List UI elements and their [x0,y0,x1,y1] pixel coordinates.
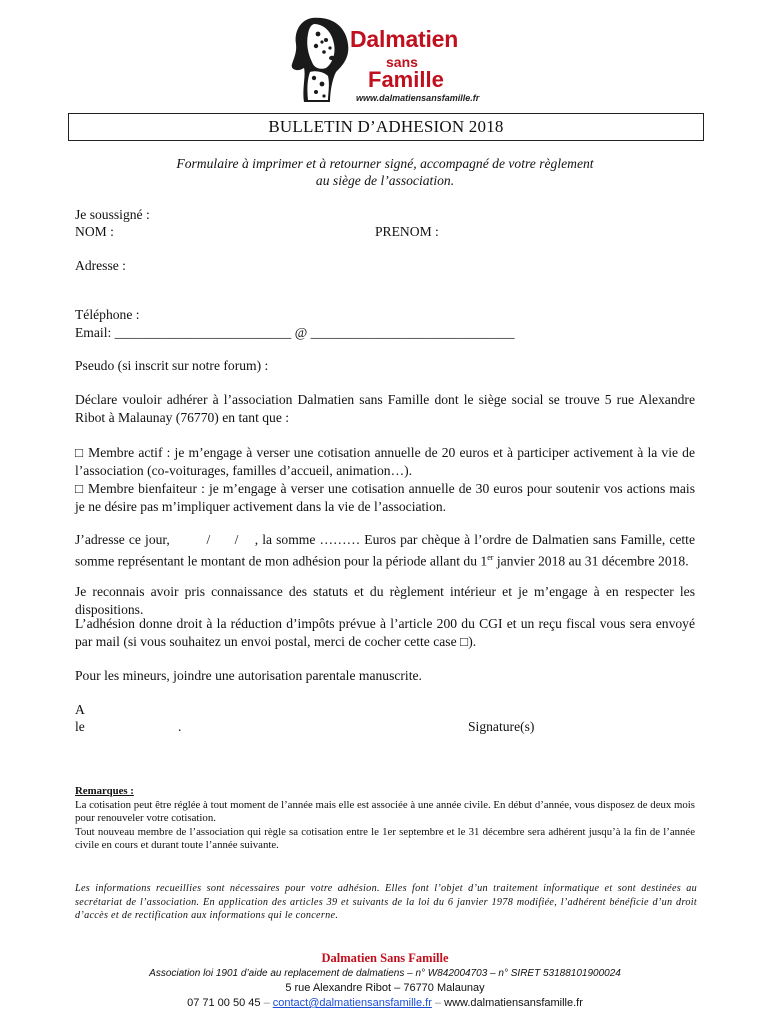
soussigne-label: Je soussigné : [75,207,150,222]
logo-text-famille: Famille [368,67,444,92]
footer-separator-1: – [263,997,270,1009]
footer-contact [0,995,770,1011]
logo [290,14,490,106]
fiscal-paragraph: L’adhésion donne droit à la réduction d’impôts prévue à l’article 200 du CGI et un reçu fiscal vous sera envoyé par mail (si vous souhaitez un envoi postal, merci de cocher cette case □). [75,616,695,649]
declaration-paragraph: Déclare vouloir adhérer à l’association Dalmatien sans Famille dont le siège social se trouve 5 rue Alexandre Ribot à Malaunay (76770) en tant que : [75,392,695,425]
nom-label: NOM : [75,224,114,239]
footer [0,950,770,1011]
footer-phone: 07 71 00 50 45 [187,997,261,1009]
prenom-label: PRENOM : [375,224,439,239]
logo-text-sans: sans [386,54,418,70]
statuts-paragraph: Je reconnais avoir pris connaissance des statuts et du règlement intérieur et je m’engage à en respecter les dispositions. [75,584,695,617]
signature-place-label: A [75,702,85,717]
signature-date-dot: . [178,719,182,734]
payment-text-1: J’adresse ce jour, / / , la somme ……… Euros par chèque à l’ordre de Dalmatien sans Famille, cette somme représentant le montant de mon adhésion pour la période allant du 1 [75,532,695,569]
email-field: Email: __________________________ @ ______________________________ [75,325,515,340]
footer-address: 5 rue Alexandre Ribot – 76770 Malaunay [285,982,485,994]
remarques-paragraph-1: La cotisation peut être réglée à tout moment de l’année mais elle est associée à une année civile. En début d’année, vous disposez de deux mois pour renouveler votre cotisation. [75,799,695,824]
signature-label: Signature(s) [468,719,535,734]
footer-separator-2: – [434,997,442,1009]
logo-text-dalmatien: Dalmatien [350,26,459,52]
footer-association-name: Dalmatien Sans Famille [321,951,449,965]
intro-line-1: Formulaire à imprimer et à retourner signé, accompagné de votre règlement [176,156,594,171]
adresse-label: Adresse : [75,258,126,273]
option-membre-actif: □ Membre actif : je m’engage à verser une cotisation annuelle de 20 euros et à participer activement à la vie de l’association (co-voiturages, familles d’accueil, animation…). [75,445,695,478]
remarques-heading: Remarques : [75,785,134,797]
mineurs-note: Pour les mineurs, joindre une autorisation parentale manuscrite. [75,668,422,683]
footer-email-link[interactable]: contact@dalmatiensansfamille.fr [272,997,432,1009]
intro-line-2: au siège de l’association. [315,173,455,188]
logo-url: www.dalmatiensansfamille.fr [356,93,480,103]
payment-paragraph [75,531,695,570]
document-title: BULLETIN D’ADHESION 2018 [68,113,704,141]
payment-superscript: er [487,552,494,562]
payment-text-2: janvier 2018 au 31 décembre 2018. [493,553,689,569]
footer-legal-info: Association loi 1901 d’aide au replacement de dalmatiens – n° W842004703 – n° SIRET 53188101900024 [149,968,621,979]
signature-date-label: le [75,719,85,734]
option-membre-bienfaiteur: □ Membre bienfaiteur : je m’engage à verser une cotisation annuelle de 30 euros pour soutenir vos actions mais je ne désire pas m’impliquer activement dans la vie de l’association. [75,481,695,514]
legal-notice: Les informations recueillies sont nécessaires pour votre adhésion. Elles font l’objet d’un traitement informatique et sont destinées au secrétariat de l’association. En application des articles 39 et suivants de la loi du 6 janvier 1978 modifiée, l’adhérent bénéficie d’un droit d’accès et de rectification aux informations qui le concerne. [75,883,697,922]
telephone-label: Téléphone : [75,307,140,322]
footer-website[interactable]: www.dalmatiensansfamille.fr [444,997,583,1009]
remarques-paragraph-2: Tout nouveau membre de l’association qui règle sa cotisation entre le 1er septembre et le 31 décembre sera adhérent jusqu’à la fin de l’année civile en cours et durant toute l’année suivante. [75,826,695,851]
pseudo-label: Pseudo (si inscrit sur notre forum) : [75,358,269,373]
